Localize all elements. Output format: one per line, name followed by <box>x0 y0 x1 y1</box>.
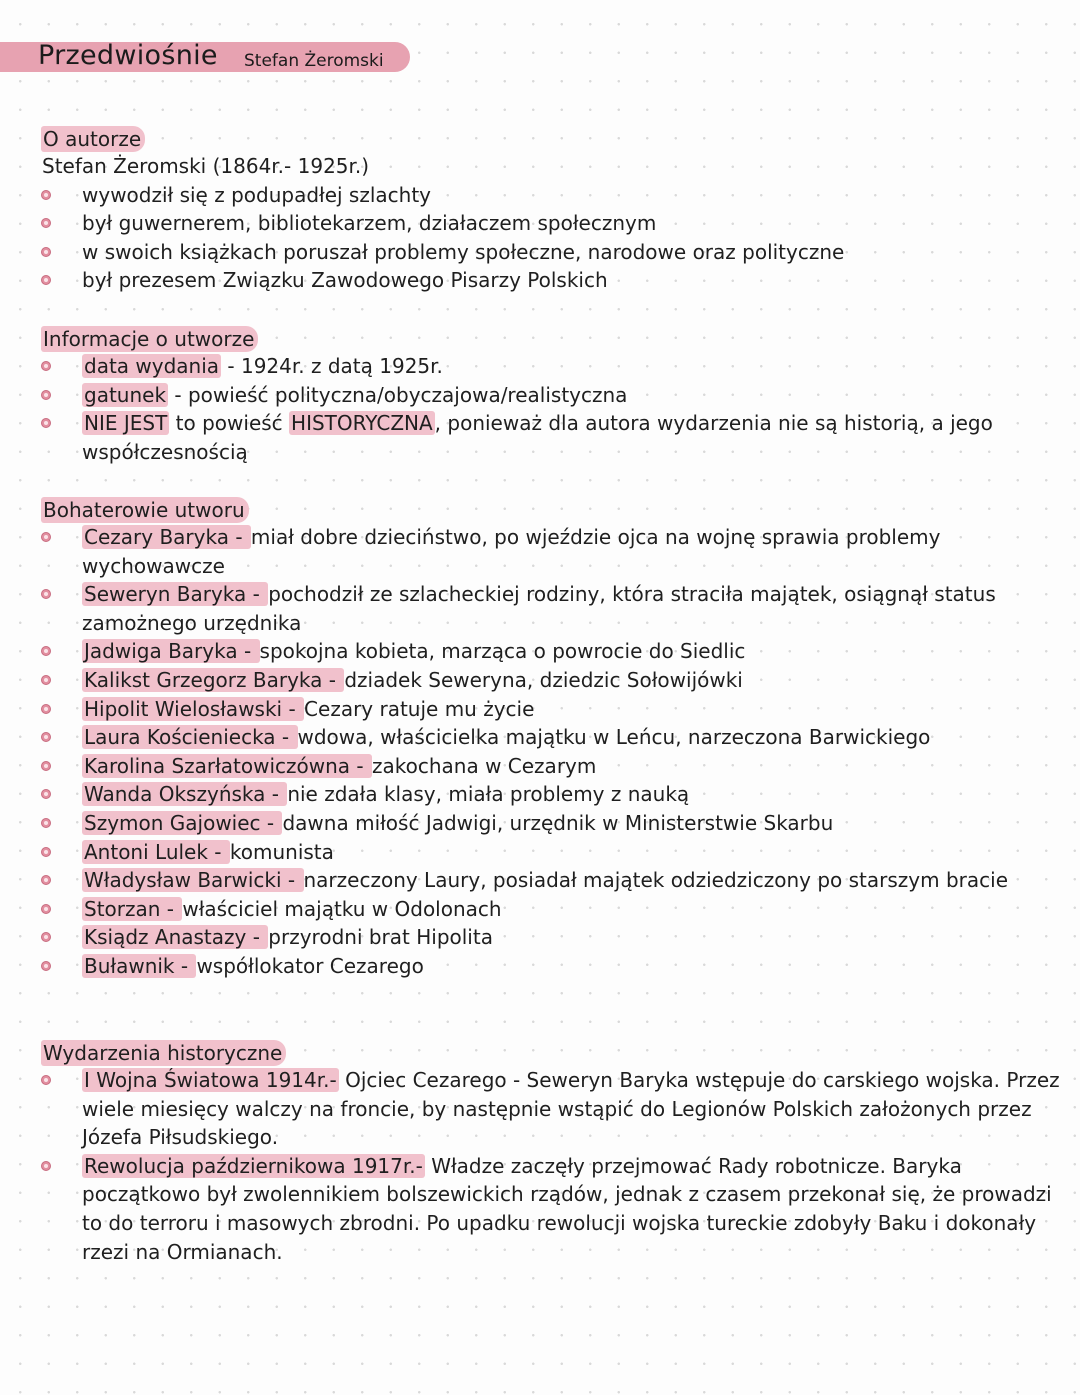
historical-events-list <box>40 1066 1060 1266</box>
character-desc: właściciel majątku w Odolonach <box>182 896 502 921</box>
list-item <box>40 1152 1060 1266</box>
author-facts-list <box>40 181 1060 295</box>
event-desc: Ojciec Cezarego - Seweryn Baryka wstępuje do carskiego wojska. Przez wiele miesięcy walczy na froncie, by następnie wstąpić do Legionów Polskich założonych przez Józefa Piłsudskiego. <box>82 1068 1060 1150</box>
list-item <box>40 666 1060 695</box>
list-item <box>40 266 1060 295</box>
character-desc: współlokator Cezarego <box>196 953 424 978</box>
list-item <box>40 866 1060 895</box>
term-highlight: gatunek <box>84 382 167 407</box>
flower-bullet-icon <box>41 875 51 885</box>
page-title: Przedwiośnie <box>38 40 218 71</box>
character-desc: dawna miłość Jadwigi, urzędnik w Ministerstwie Skarbu <box>282 810 834 835</box>
list-item <box>40 238 1060 267</box>
item-text: , ponieważ dla autora wydarzenia nie są historią, a jego współczesnością <box>82 411 993 464</box>
page-subtitle-author: Stefan Żeromski <box>244 51 384 71</box>
section-historical-events <box>40 1040 1060 1266</box>
event-title: I Wojna Światowa 1914r.- <box>84 1068 337 1092</box>
item-text: to powieść <box>169 411 290 436</box>
character-desc: przyrodni brat Hipolita <box>268 925 493 950</box>
flower-bullet-icon <box>41 190 51 200</box>
character-desc: dziadek Seweryna, dziedzic Sołowijówki <box>344 667 743 692</box>
section-heading-work-info: Informacje o utworze <box>41 326 258 352</box>
section-characters <box>40 497 1060 981</box>
section-work-info <box>40 326 1060 466</box>
character-desc: zakochana w Cezarym <box>372 753 597 778</box>
character-desc: komunista <box>229 839 334 864</box>
list-item <box>40 181 1060 210</box>
character-name: Hipolit Wielosławski - <box>84 696 303 721</box>
list-item <box>40 895 1060 924</box>
character-name: Władysław Barwicki - <box>84 868 302 893</box>
characters-list <box>40 523 1060 981</box>
term-highlight: data wydania <box>84 354 220 378</box>
character-name: Jadwiga Baryka - <box>84 639 258 664</box>
section-heading-historical-events: Wydarzenia historyczne <box>41 1040 286 1066</box>
work-info-list <box>40 352 1060 466</box>
character-desc: narzeczony Laury, posiadał majątek odziedziczony po starszym bracie <box>303 868 1008 893</box>
character-name: Ksiądz Anastazy - <box>84 925 267 950</box>
section-heading-characters: Bohaterowie utworu <box>41 497 249 523</box>
term-highlight: NIE JEST <box>84 411 168 436</box>
section-author <box>40 126 1060 295</box>
flower-bullet-icon <box>41 904 51 914</box>
list-item <box>40 809 1060 838</box>
flower-bullet-icon <box>41 218 51 228</box>
flower-bullet-icon <box>41 961 51 971</box>
list-item <box>40 752 1060 781</box>
list-item <box>40 923 1060 952</box>
list-item <box>40 523 1060 580</box>
character-name: Buławnik - <box>84 953 195 978</box>
author-lifespan: Stefan Żeromski (1864r.- 1925r.) <box>42 154 370 178</box>
list-item <box>40 1066 1060 1152</box>
flower-bullet-icon <box>41 646 51 656</box>
list-item <box>40 780 1060 809</box>
flower-bullet-icon <box>41 390 51 400</box>
flower-bullet-icon <box>41 818 51 828</box>
character-name: Karolina Szarłatowiczówna - <box>84 753 370 778</box>
flower-bullet-icon <box>41 789 51 799</box>
flower-bullet-icon <box>41 1161 51 1171</box>
flower-bullet-icon <box>41 418 51 428</box>
character-name: Wanda Okszyńska - <box>84 782 286 807</box>
list-item <box>40 352 1060 381</box>
character-name: Antoni Lulek - <box>84 839 228 864</box>
character-desc: Cezary ratuje mu życie <box>304 696 535 721</box>
item-text: wywodził się z podupadłej szlachty <box>82 182 432 207</box>
character-name: Szymon Gajowiec - <box>84 810 281 835</box>
flower-bullet-icon <box>41 361 51 371</box>
flower-bullet-icon <box>41 589 51 599</box>
flower-bullet-icon <box>41 675 51 685</box>
item-text: był guwernerem, bibliotekarzem, działaczem społecznym <box>82 211 657 236</box>
list-item <box>40 580 1060 637</box>
list-item <box>40 838 1060 867</box>
character-name: Cezary Baryka - <box>84 525 249 549</box>
character-desc: spokojna kobieta, marząca o powrocie do Siedlic <box>259 639 746 664</box>
character-desc: wdowa, właścicielka majątku w Leńcu, narzeczona Barwickiego <box>297 725 931 750</box>
flower-bullet-icon <box>41 732 51 742</box>
character-name: Laura Kościeniecka - <box>84 725 296 750</box>
list-item <box>40 952 1060 981</box>
list-item <box>40 637 1060 666</box>
item-text: w swoich książkach poruszał problemy społeczne, narodowe oraz polityczne <box>82 239 845 264</box>
character-name: Storzan - <box>84 896 181 921</box>
list-item <box>40 209 1060 238</box>
flower-bullet-icon <box>41 761 51 771</box>
item-text: był prezesem Związku Zawodowego Pisarzy Polskich <box>82 268 608 293</box>
character-name: Kalikst Grzegorz Baryka - <box>84 667 343 692</box>
list-item <box>40 723 1060 752</box>
item-text: - 1924r. z datą 1925r. <box>221 354 443 378</box>
flower-bullet-icon <box>41 847 51 857</box>
character-desc: pochodził ze szlacheckiej rodziny, która straciła majątek, osiągnął status zamożnego urzędnika <box>82 582 996 635</box>
character-desc: miał dobre dzieciństwo, po wjeździe ojca na wojnę sprawia problemy wychowawcze <box>82 525 941 578</box>
event-title: Rewolucja październikowa 1917r.- <box>84 1153 423 1178</box>
term-highlight: HISTORYCZNA <box>291 411 433 436</box>
list-item <box>40 695 1060 724</box>
list-item <box>40 409 1060 466</box>
flower-bullet-icon <box>41 704 51 714</box>
item-text: - powieść polityczna/obyczajowa/realistyczna <box>168 382 628 407</box>
event-desc: Władze zaczęły przejmować Rady robotnicze. Baryka początkowo był zwolennikiem bolszewickich rządów, jednak z czasem przekonał się, że prowadzi to do terroru i masowych zbrodni. Po upadku rewolucji wojska tureckie zdobyły Baku i dokonały rzezi na Ormianach. <box>82 1153 1052 1264</box>
character-name: Seweryn Baryka - <box>84 582 267 607</box>
flower-bullet-icon <box>41 532 51 542</box>
list-item <box>40 381 1060 410</box>
flower-bullet-icon <box>41 932 51 942</box>
flower-bullet-icon <box>41 247 51 257</box>
flower-bullet-icon <box>41 275 51 285</box>
section-heading-author: O autorze <box>41 126 145 152</box>
character-desc: nie zdała klasy, miała problemy z nauką <box>287 782 690 807</box>
flower-bullet-icon <box>41 1075 51 1085</box>
